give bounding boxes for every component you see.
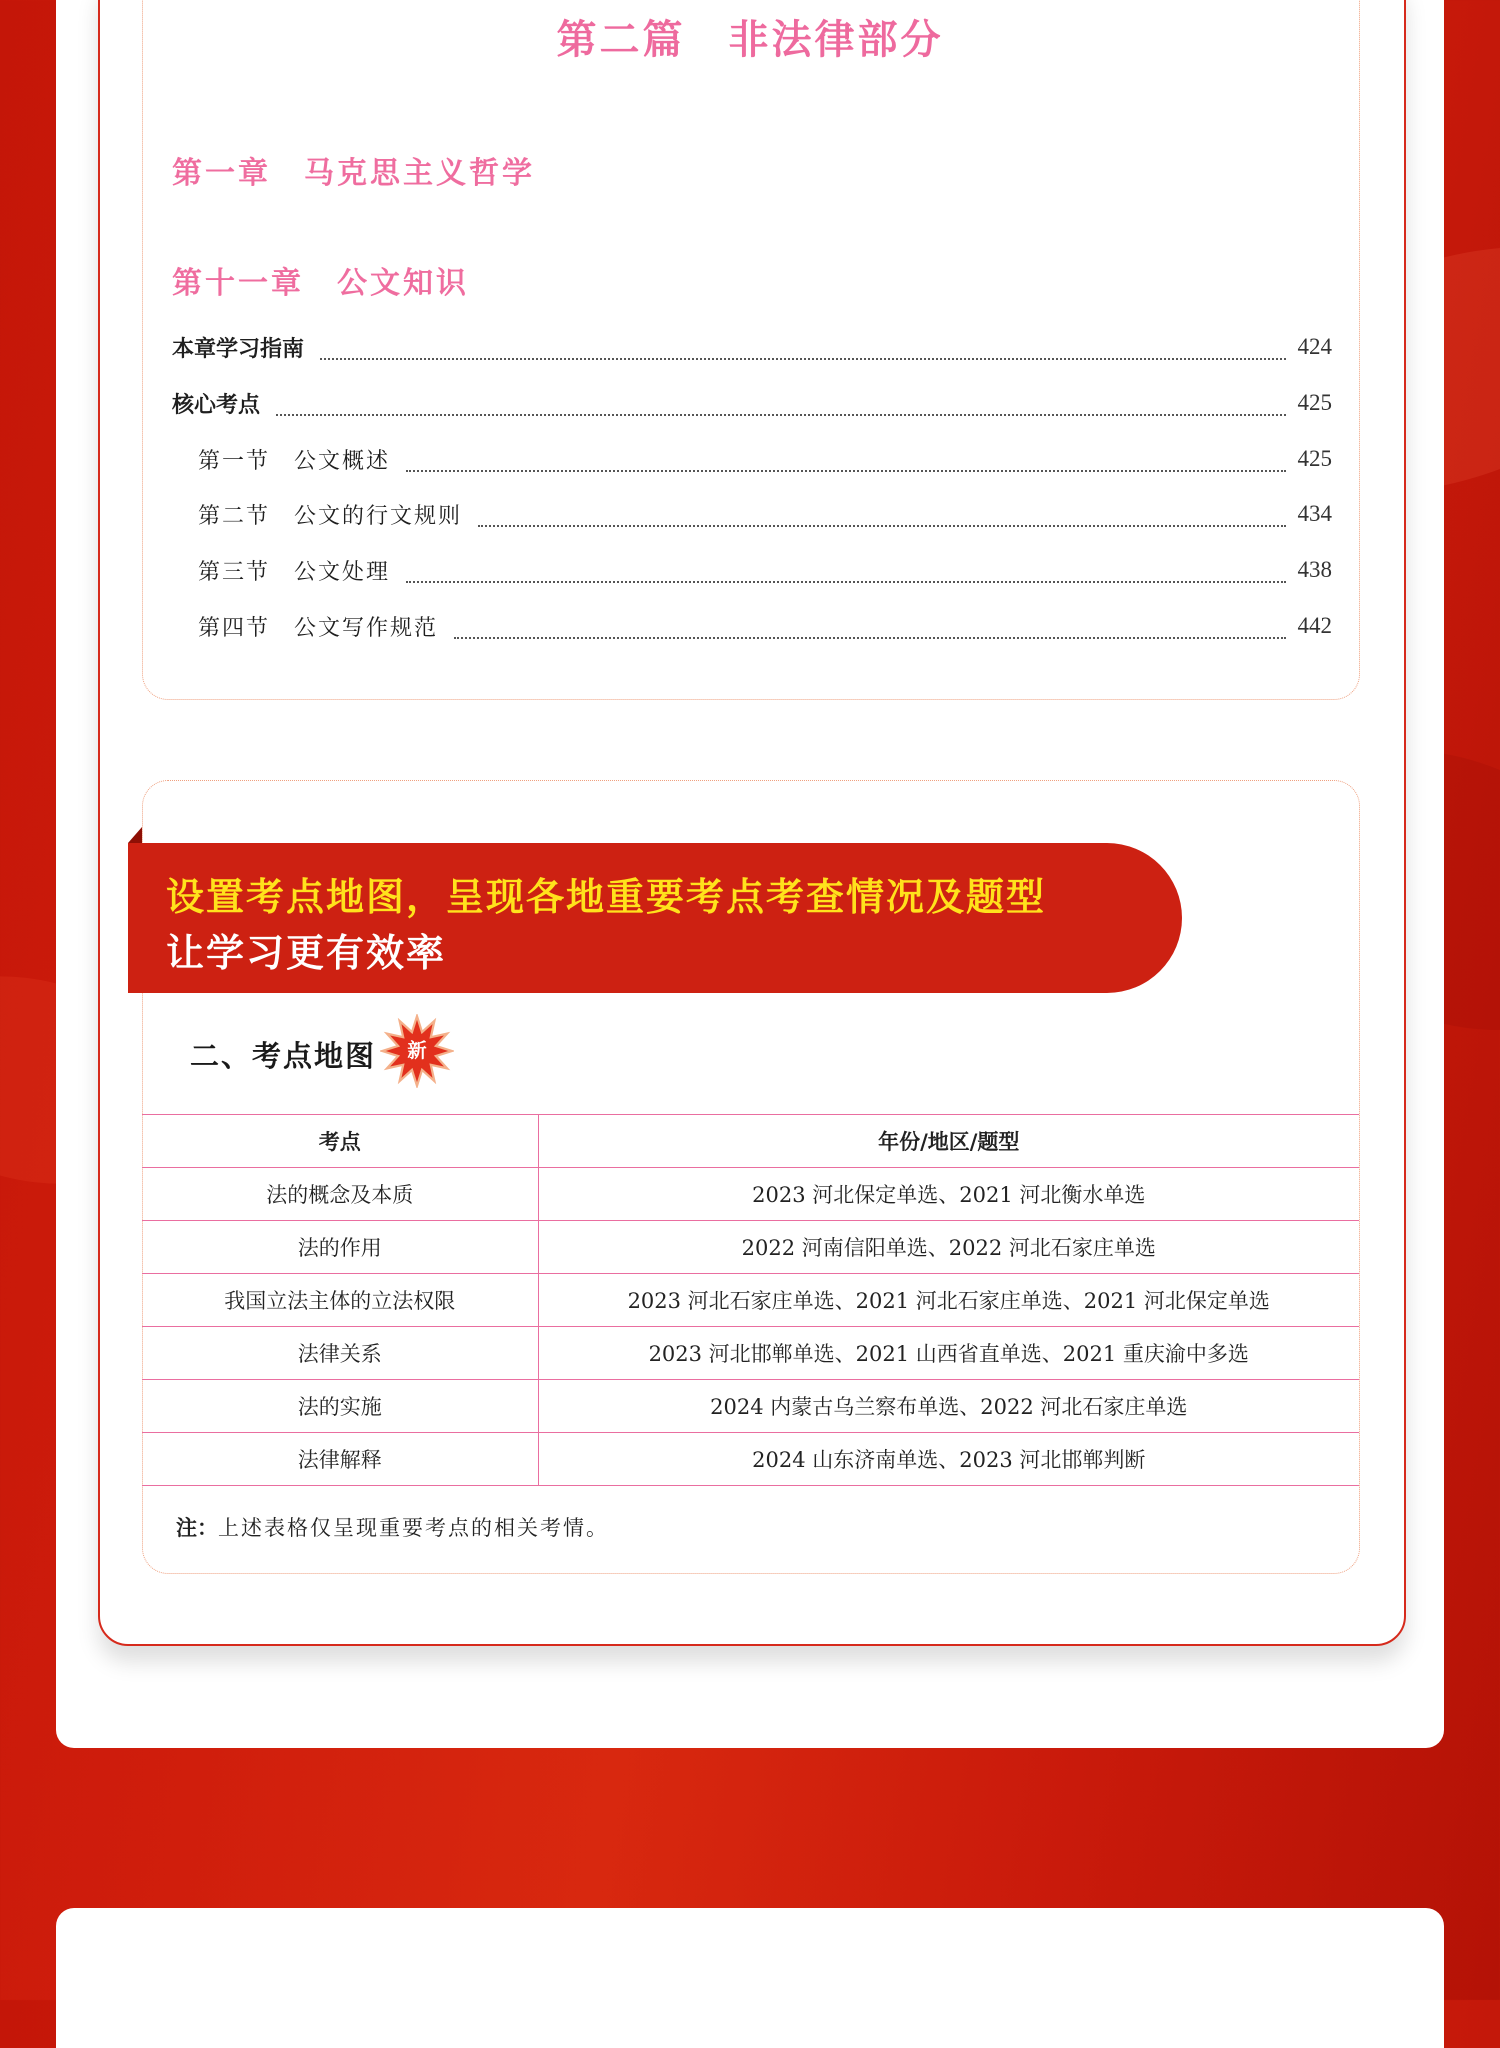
toc-leader-dots	[478, 511, 1285, 527]
toc-leader-dots	[276, 400, 1285, 416]
chapter-heading: 第十一章 公文知识	[172, 266, 469, 301]
table-row	[142, 1168, 1359, 1221]
toc-page-number: 434	[1297, 501, 1332, 526]
toc-page-number: 442	[1297, 613, 1332, 638]
table-cell-point: 法的实施	[142, 1380, 538, 1433]
banner-subline: 让学习更有效率	[166, 931, 447, 975]
table-cell-detail: 2024 山东济南单选、2023 河北邯郸判断	[538, 1433, 1359, 1486]
table-row	[142, 1380, 1359, 1433]
toc-entry[interactable]	[198, 497, 1332, 531]
toc-entry-label: 本章学习指南	[172, 336, 305, 362]
table-cell-point: 我国立法主体的立法权限	[142, 1274, 538, 1327]
toc-entry[interactable]	[198, 553, 1332, 587]
table-note	[176, 1512, 609, 1542]
toc-leader-dots	[406, 567, 1285, 583]
toc-leader-dots	[454, 623, 1285, 639]
part-title: 第二篇 非法律部分	[556, 17, 944, 63]
table-cell-detail: 2024 内蒙古乌兰察布单选、2022 河北石家庄单选	[538, 1380, 1359, 1433]
exam-point-table	[142, 1114, 1359, 1486]
toc-entry-label: 第一节 公文概述	[198, 448, 391, 474]
note-prefix: 注：	[176, 1516, 218, 1540]
next-white-page-panel	[56, 1908, 1444, 2048]
table-cell-detail: 2022 河南信阳单选、2022 河北石家庄单选	[538, 1221, 1359, 1274]
column-header: 年份/地区/题型	[538, 1115, 1359, 1168]
toc-entry-label: 第四节 公文写作规范	[198, 615, 439, 641]
badge-label: 新	[407, 1038, 427, 1062]
table-cell-point: 法律关系	[142, 1327, 538, 1380]
new-badge	[380, 1014, 454, 1088]
table-row	[142, 1274, 1359, 1327]
toc-page-number: 438	[1297, 557, 1332, 582]
chapter-heading: 第一章 马克思主义哲学	[172, 156, 535, 191]
table-cell-detail: 2023 河北邯郸单选、2021 山西省直单选、2021 重庆渝中多选	[538, 1327, 1359, 1380]
table-cell-detail: 2023 河北保定单选、2021 河北衡水单选	[538, 1168, 1359, 1221]
table-cell-point: 法律解释	[142, 1433, 538, 1486]
toc-entry-label: 第三节 公文处理	[198, 559, 391, 585]
toc-entry-label: 第二节 公文的行文规则	[198, 503, 463, 529]
toc-entry[interactable]	[198, 609, 1332, 643]
toc-entry[interactable]	[172, 386, 1332, 420]
table-cell-point: 法的作用	[142, 1221, 538, 1274]
toc-leader-dots	[320, 344, 1285, 360]
toc-entry[interactable]	[198, 442, 1332, 476]
column-header: 考点	[142, 1115, 538, 1168]
table-row	[142, 1221, 1359, 1274]
toc-entry-label: 核心考点	[172, 392, 261, 418]
table-row	[142, 1327, 1359, 1380]
toc-page-number: 425	[1297, 390, 1332, 415]
toc-page-number: 424	[1297, 334, 1332, 359]
table-row	[142, 1433, 1359, 1486]
section-title: 二、考点地图	[190, 1039, 377, 1073]
banner-headline: 设置考点地图，呈现各地重要考点考查情况及题型	[166, 875, 1047, 919]
note-text: 上述表格仅呈现重要考点的相关考情。	[218, 1516, 609, 1540]
table-cell-detail: 2023 河北石家庄单选、2021 河北石家庄单选、2021 河北保定单选	[538, 1274, 1359, 1327]
table-header-row	[142, 1115, 1359, 1168]
toc-leader-dots	[406, 456, 1285, 472]
banner-fold	[128, 827, 142, 843]
table-cell-point: 法的概念及本质	[142, 1168, 538, 1221]
toc-page-number: 425	[1297, 446, 1332, 471]
toc-entry[interactable]	[172, 330, 1332, 364]
